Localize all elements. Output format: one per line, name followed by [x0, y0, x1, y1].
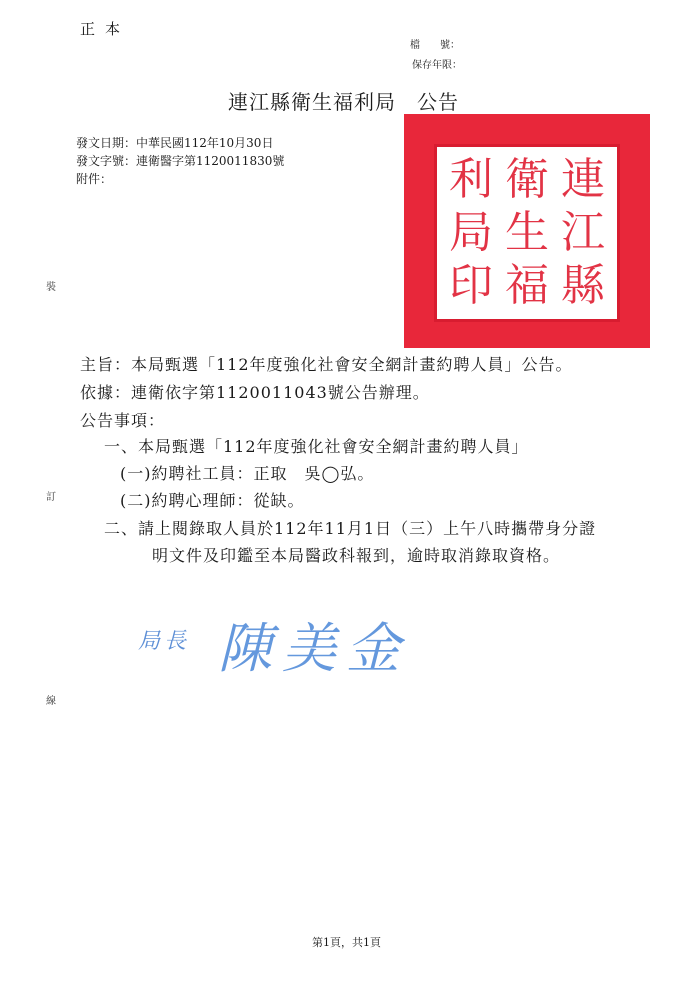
- seal-char: 生: [505, 206, 549, 258]
- document-title: 連江縣衛生福利局 公告: [228, 90, 459, 114]
- item-1: 一、本局甄選「112年度強化社會安全網計畫約聘人員」: [104, 437, 529, 456]
- official-seal: [404, 114, 650, 348]
- basis-line: 依據：連衛依字第1120011043號公告辦理。: [80, 383, 430, 402]
- seal-grid: [443, 153, 611, 313]
- item-1-a: (一)約聘社工員：正取 吳◯弘。: [120, 464, 375, 483]
- issue-date: 發文日期：中華民國112年10月30日: [76, 136, 274, 150]
- seal-frame: [434, 144, 620, 322]
- items-heading: 公告事項：: [80, 411, 166, 430]
- binding-mark: 線: [46, 696, 56, 707]
- binding-mark: 裝: [46, 282, 56, 293]
- item-2-line-1: 二、請上閱錄取人員於112年11月1日（三）上午八時攜帶身分證: [104, 519, 597, 538]
- copy-mark: 正本: [80, 20, 131, 38]
- subject-line: 主旨：本局甄選「112年度強化社會安全網計畫約聘人員」公告。: [80, 355, 573, 374]
- signature-name: 陳美金: [218, 617, 410, 680]
- seal-char: 局: [449, 206, 493, 258]
- seal-char: 連: [561, 153, 605, 205]
- retention-label: 保存年限：: [412, 60, 462, 71]
- seal-char: 縣: [561, 260, 605, 312]
- seal-char: 印: [449, 260, 493, 312]
- seal-char: 江: [561, 206, 605, 258]
- item-1-b: (二)約聘心理師：從缺。: [120, 491, 305, 510]
- seal-char: 衛: [505, 153, 549, 205]
- attachment-label: 附件：: [76, 172, 113, 186]
- seal-char: 福: [505, 260, 549, 312]
- signature-title: 局長: [138, 629, 191, 654]
- file-number-label: 檔 號：: [410, 40, 460, 51]
- item-2-line-2: 明文件及印鑑至本局醫政科報到，逾時取消錄取資格。: [152, 546, 561, 565]
- document-number: 發文字號：連衛醫字第1120011830號: [76, 154, 285, 168]
- seal-char: 利: [449, 153, 493, 205]
- binding-mark: 訂: [46, 492, 56, 503]
- page-footer: 第1頁，共1頁: [312, 936, 381, 949]
